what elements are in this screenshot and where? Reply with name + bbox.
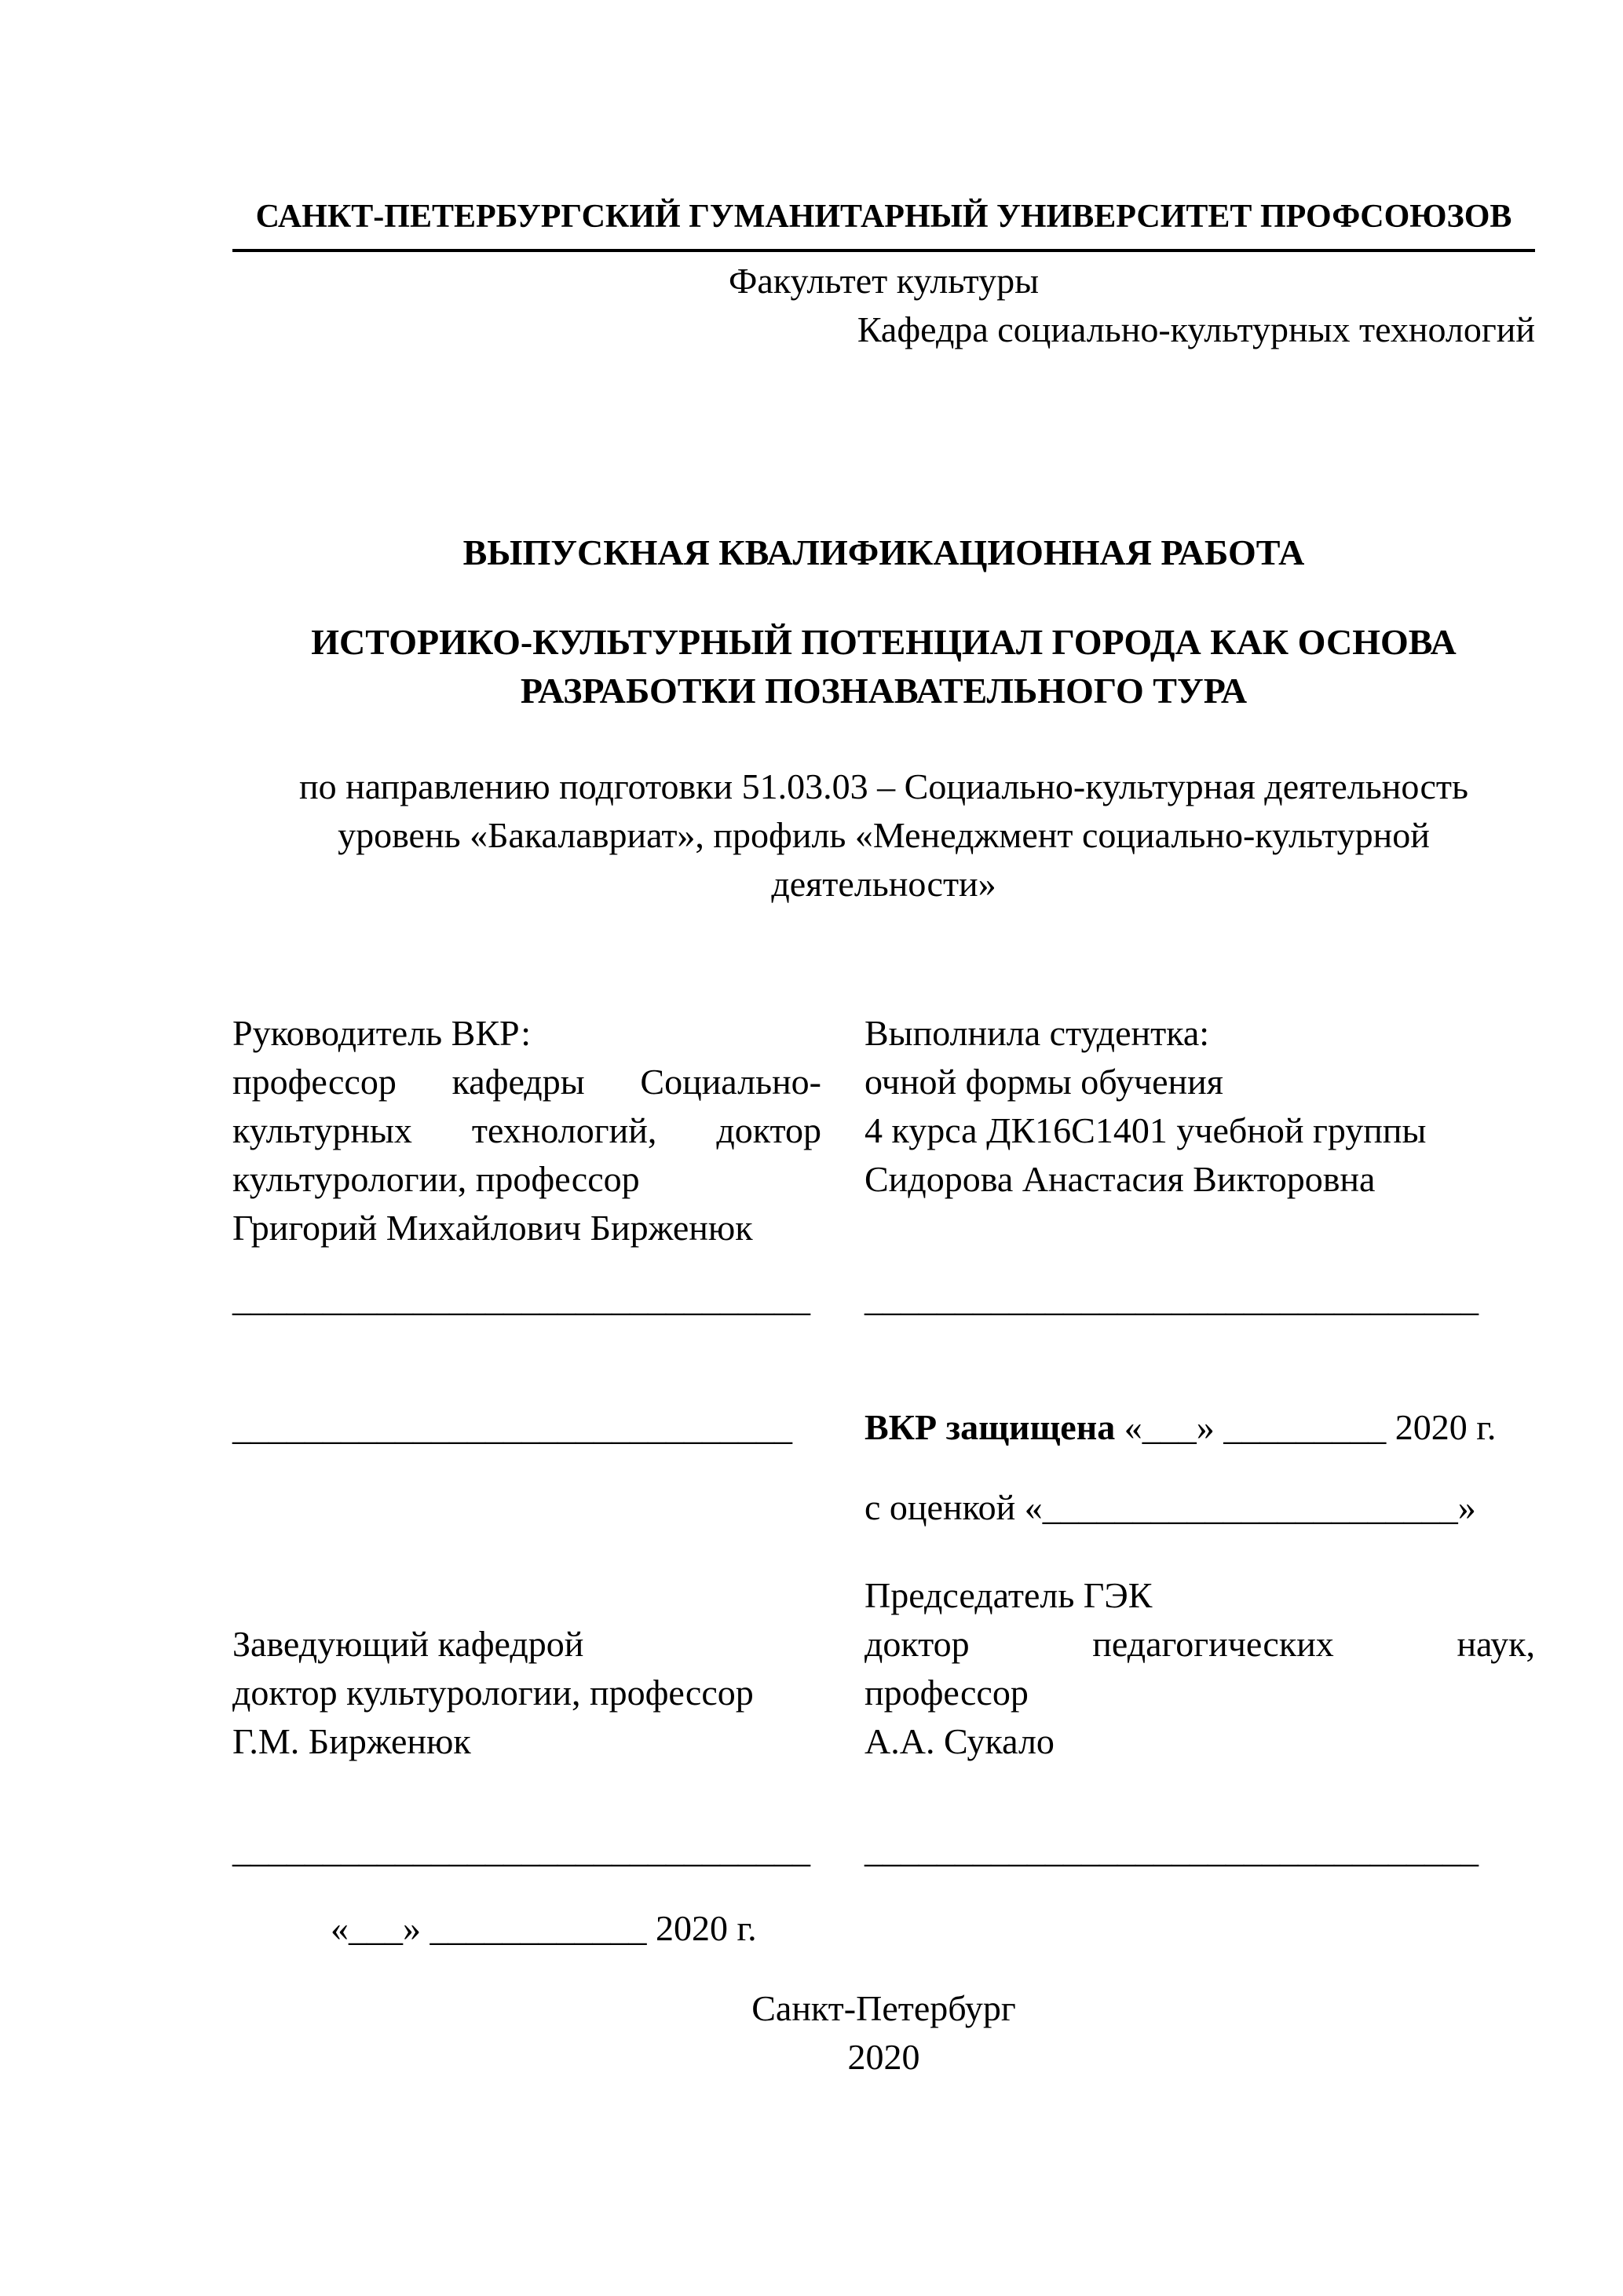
committee-chair-column — [865, 1571, 1535, 1766]
supervisor-line-2: культурных технологий, доктор — [232, 1110, 821, 1150]
defense-label: ВКР защищена — [865, 1407, 1116, 1447]
head-line-1: Заведующий кафедрой — [232, 1624, 584, 1664]
defense-signature-line: _______________________________ — [232, 1407, 792, 1447]
department-line: Кафедра социально-культурных технологий — [857, 309, 1535, 349]
approval-date-line: «___» ____________ 2020 г. — [331, 1908, 757, 1948]
bottom-signatures-block — [232, 1826, 1535, 1874]
supervisor-student-block — [232, 1009, 1535, 1323]
thesis-title-line-1: ИСТОРИКО-КУЛЬТУРНЫЙ ПОТЕНЦИАЛ ГОРОДА КАК ОСНОВА — [311, 622, 1457, 662]
supervisor-line-3: культурологии, профессор — [232, 1159, 640, 1199]
student-line-1: очной формы обучения — [865, 1062, 1223, 1102]
student-column — [865, 1009, 1535, 1323]
head-signature-line: ________________________________ — [232, 1830, 810, 1870]
supervisor-line-1: профессор кафедры Социально- — [232, 1062, 821, 1102]
footer — [232, 1984, 1535, 2082]
thesis-title — [232, 618, 1535, 715]
program-line-2: уровень «Бакалавриат», профиль «Менеджмент социально-культурной — [338, 815, 1430, 855]
program-line-3: деятельности» — [771, 864, 996, 904]
chair-line-1: доктор педагогических наук, — [865, 1624, 1535, 1664]
student-name: Сидорова Анастасия Викторовна — [865, 1159, 1376, 1199]
supervisor-name: Григорий Михайлович Бирженюк — [232, 1208, 753, 1248]
defense-statement — [865, 1403, 1535, 1452]
chair-line-2: профессор — [865, 1673, 1029, 1713]
work-type-title: ВЫПУСКНАЯ КВАЛИФИКАЦИОННАЯ РАБОТА — [462, 532, 1305, 572]
head-name: Г.М. Бирженюк — [232, 1721, 471, 1761]
grade-line: с оценкой «_______________________» — [865, 1487, 1476, 1527]
head-signature-column — [232, 1826, 821, 1874]
chair-name: А.А. Сукало — [865, 1721, 1055, 1761]
chair-signature-column — [865, 1826, 1535, 1874]
student-signature-line: __________________________________ — [865, 1278, 1479, 1318]
column-gap — [821, 1571, 865, 1766]
defense-date-blank: «___» _________ 2020 г. — [1124, 1407, 1497, 1447]
footer-year: 2020 — [847, 2037, 920, 2077]
thesis-title-line-2: РАЗРАБОТКИ ПОЗНАВАТЕЛЬНОГО ТУРА — [520, 671, 1248, 711]
defense-right-column — [865, 1403, 1535, 1532]
student-label: Выполнила студентка: — [865, 1013, 1210, 1053]
university-header: САНКТ-ПЕТЕРБУРГСКИЙ ГУМАНИТАРНЫЙ УНИВЕРСИТЕТ ПРОФСОЮЗОВ — [232, 192, 1535, 252]
defense-left-column — [232, 1403, 821, 1532]
program-info — [232, 762, 1535, 909]
supervisor-label: Руководитель ВКР: — [232, 1013, 532, 1053]
defense-block — [232, 1403, 1535, 1532]
chair-title: Председатель ГЭК — [865, 1575, 1153, 1615]
department-head-column — [232, 1571, 821, 1766]
column-gap — [821, 1826, 865, 1874]
column-gap — [821, 1009, 865, 1323]
head-line-2: доктор культурологии, профессор — [232, 1673, 754, 1713]
footer-city: Санкт-Петербург — [751, 1988, 1016, 2028]
chair-signature-line: __________________________________ — [865, 1830, 1479, 1870]
supervisor-signature-line: ________________________________ — [232, 1278, 810, 1318]
program-line-1: по направлению подготовки 51.03.03 – Социально-культурная деятельность — [298, 766, 1468, 806]
student-line-2: 4 курса ДК16С1401 учебной группы — [865, 1110, 1427, 1150]
approvers-block — [232, 1571, 1535, 1766]
column-gap — [821, 1403, 865, 1532]
faculty-line: Факультет культуры — [729, 261, 1039, 301]
supervisor-column — [232, 1009, 821, 1323]
